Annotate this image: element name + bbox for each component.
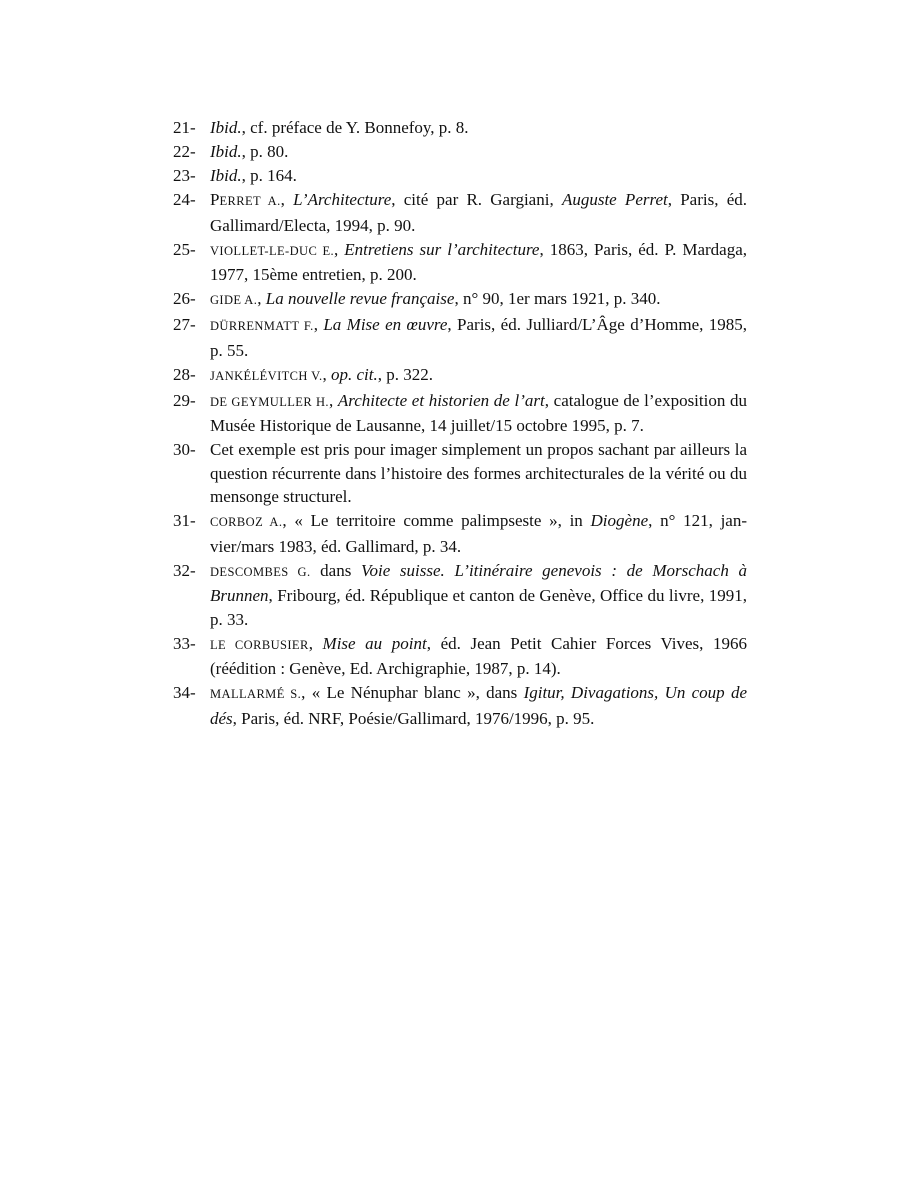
endnotes-list: [173, 116, 747, 731]
endnote-text-segment: , « Le territoire comme palimpseste », in: [282, 511, 591, 530]
endnote-author-smallcaps: VIOLLET-LE-DUC E.: [210, 243, 335, 258]
endnote-text: [210, 313, 747, 362]
endnote-number: 26-: [173, 289, 196, 308]
endnote-item: [173, 188, 747, 237]
endnote-title-italic: Ibid.: [210, 166, 242, 185]
endnote-text-segment: ,: [334, 239, 345, 259]
endnote-text-segment: , catalogue de l’exposition du Musée Historique de Lausanne, 14 juillet/15 octobre 1995, p. 7.: [210, 390, 748, 435]
endnote-text-segment: , Paris, éd. Gallimard/Electa, 1994, p. 90.: [210, 190, 747, 235]
endnote-text-segment: , cité par R. Gargiani,: [391, 190, 562, 209]
endnote-text-segment: , Paris, éd. Julliard/L’Âge d’Homme, 1985, p. 55.: [210, 315, 748, 360]
endnote-item: [173, 389, 747, 438]
endnote-number: 27-: [173, 315, 196, 334]
endnote-item: [173, 681, 747, 730]
endnote-text-segment: , cf. préface de Y. Bonnefoy, p. 8.: [241, 118, 469, 137]
endnote-text: [210, 438, 747, 509]
endnote-title-italic: Voie suisse. L’itinéraire genevois : de Morschach à Brunnen: [210, 560, 747, 605]
endnote-text-segment: ,: [313, 315, 324, 334]
endnote-number: 31-: [173, 511, 196, 530]
endnote-item: [173, 438, 747, 509]
endnote-item: [173, 140, 747, 164]
endnote-author-smallcaps: LE CORBUSIER: [210, 637, 309, 652]
endnote-text-segment: , Fribourg, éd. République et canton de Genève, Office du livre, 1991, p. 33.: [210, 586, 747, 629]
endnote-item: [173, 632, 747, 681]
endnote-number: 34-: [173, 683, 196, 702]
endnote-text-segment: , n° 121, jan-vier/mars 1983, éd. Gallimard, p. 34.: [210, 511, 748, 556]
endnote-text-segment: ,: [322, 364, 331, 384]
endnote-text-segment: P: [210, 190, 220, 209]
endnote-text: [210, 632, 747, 681]
endnote-title-italic: La Mise en œuvre: [323, 315, 448, 334]
endnote-item: [173, 559, 747, 632]
endnote-text-segment: dans: [310, 560, 361, 580]
endnote-text-segment: ,: [257, 289, 266, 308]
endnote-author-smallcaps: JANKÉLÉVITCH V.: [210, 368, 323, 383]
endnote-title-italic: Auguste Perret: [561, 190, 668, 209]
endnote-text: [210, 188, 747, 237]
endnote-title-italic: Igitur, Divagations, Un coup de dés: [210, 683, 747, 728]
endnote-title-italic: Ibid.: [210, 142, 242, 161]
endnote-item: [173, 116, 747, 140]
endnote-text-segment: ,: [308, 633, 323, 653]
endnote-text-segment: , n° 90, 1er mars 1921, p. 340.: [454, 289, 661, 308]
endnote-title-italic: Mise au point: [322, 633, 427, 653]
endnote-item: [173, 313, 747, 362]
endnote-text: [210, 681, 747, 730]
endnote-title-italic: Entretiens sur l’architecture: [344, 239, 540, 259]
endnote-title-italic: La nouvelle revue française: [265, 289, 455, 308]
endnote-number: 22-: [173, 142, 196, 161]
endnote-title-italic: op. cit.: [330, 364, 378, 384]
endnote-text: [210, 509, 747, 558]
endnote-author-smallcaps: DE GEYMULLER H.: [210, 394, 329, 409]
endnote-author-smallcaps: GIDE A.: [210, 293, 258, 307]
endnote-text-segment: ,: [280, 190, 294, 209]
endnote-author-smallcaps: DESCOMBES G.: [210, 564, 311, 579]
endnote-number: 33-: [173, 633, 196, 653]
endnote-number: 21-: [173, 118, 196, 137]
endnote-title-italic: Ibid.: [210, 118, 242, 137]
endnote-text: [210, 559, 747, 632]
endnote-text-segment: , « Le Nénuphar blanc », dans: [301, 683, 524, 702]
endnote-text-segment: ,: [328, 390, 338, 410]
endnote-text: [210, 363, 747, 389]
endnote-item: [173, 238, 747, 287]
endnote-text-segment: Cet exemple est pris pour imager simplement un propos sachant par ailleurs la question récurrente dans l’histoire des formes architecturales de la vérité ou du mensonge structurel.: [210, 440, 747, 506]
endnote-text-segment: , éd. Jean Petit Cahier Forces Vives, 1966 (réédition : Genève, Ed. Archigraphie, 1987, p. 14).: [210, 633, 748, 678]
endnote-number: 25-: [173, 239, 196, 259]
endnote-title-italic: Architecte et historien de l’art: [337, 390, 545, 410]
endnote-author-smallcaps: CORBOZ A.: [210, 515, 283, 529]
endnote-number: 30-: [173, 440, 196, 459]
endnote-text-segment: , p. 322.: [377, 364, 433, 384]
endnote-text: [210, 116, 747, 140]
endnote-item: [173, 164, 747, 188]
endnote-number: 28-: [173, 364, 196, 384]
endnote-text-segment: , Paris, éd. NRF, Poésie/Gallimard, 1976/1996, p. 95.: [232, 708, 595, 728]
endnote-author-smallcaps: MALLARMÉ S.: [210, 687, 302, 701]
endnote-author-smallcaps: DÜRRENMATT F.: [210, 319, 314, 333]
endnote-title-italic: L’Architecture: [293, 190, 392, 209]
endnote-text: [210, 389, 747, 438]
endnote-number: 24-: [173, 190, 196, 209]
endnote-author-smallcaps: ERRET A.: [219, 194, 281, 208]
endnote-text: [210, 164, 747, 188]
endnote-text: [210, 287, 747, 313]
endnote-title-italic: Diogène: [590, 511, 649, 530]
endnote-text: [210, 140, 747, 164]
endnote-text-segment: , p. 164.: [241, 166, 297, 185]
endnote-text: [210, 238, 747, 287]
endnote-text-segment: , p. 80.: [241, 142, 289, 161]
endnote-number: 23-: [173, 166, 196, 185]
endnote-number: 32-: [173, 560, 196, 580]
endnote-number: 29-: [173, 390, 196, 410]
endnote-item: [173, 287, 747, 313]
endnote-text-segment: , 1863, Paris, éd. P. Mardaga, 1977, 15ème entretien, p. 200.: [210, 239, 748, 284]
endnote-item: [173, 363, 747, 389]
endnote-item: [173, 509, 747, 558]
